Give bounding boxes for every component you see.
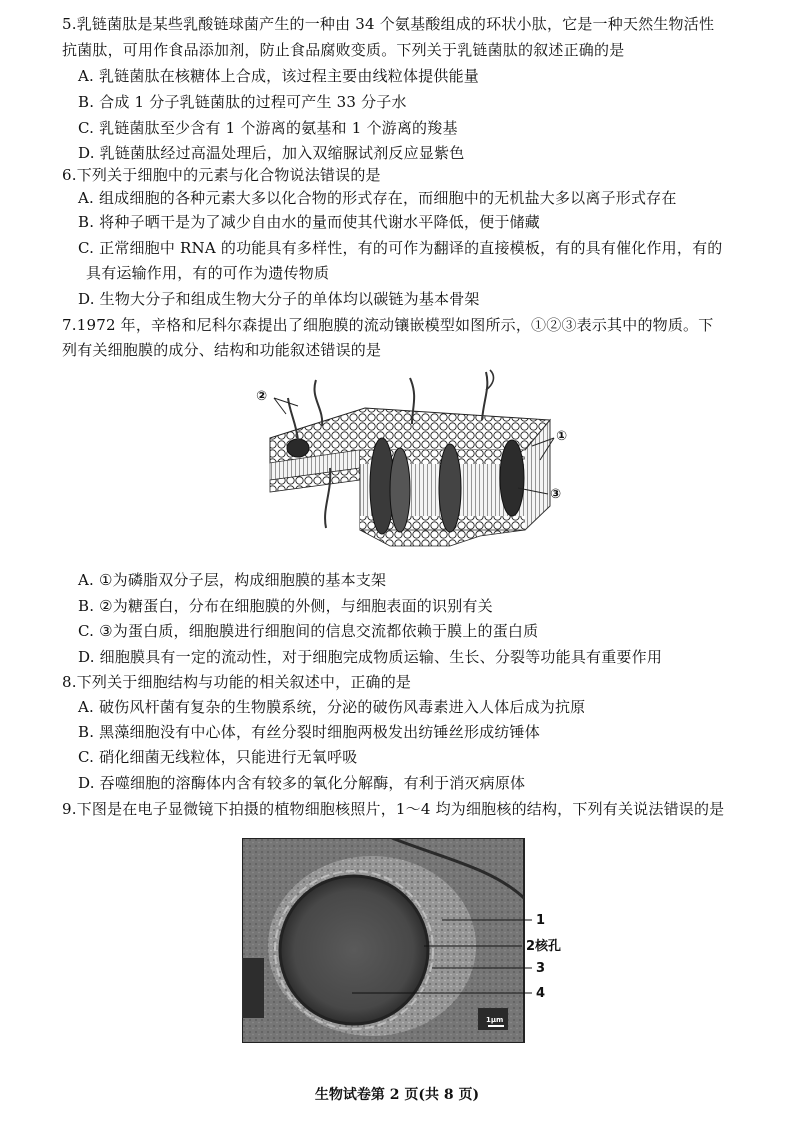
q6-option-c-line2: 具有运输作用，有的可作为遗传物质 (86, 264, 330, 282)
q6-option-d: D. 生物大分子和组成生物大分子的单体均以碳链为基本骨架 (78, 290, 480, 308)
q5-stem-line2: 抗菌肽，可用作食品添加剂，防止食品腐败变质。下列关于乳链菌肽的叙述正确的是 (62, 41, 625, 59)
q5-option-b: B. 合成 1 分子乳链菌肽的过程可产生 33 分子水 (78, 93, 407, 111)
q6-option-b: B. 将种子晒干是为了减少自由水的量而使其代谢水平降低，便于储藏 (78, 213, 540, 231)
q8-option-c: C. 硝化细菌无线粒体，只能进行无氧呼吸 (78, 748, 358, 766)
scale-bar-label: 1μm (486, 1016, 504, 1024)
q8-stem: 8.下列关于细胞结构与功能的相关叙述中，正确的是 (62, 673, 412, 691)
q9-stem: 9.下图是在电子显微镜下拍摄的植物细胞核照片，1～4 均为细胞核的结构，下列有关说法错误的是 (62, 800, 725, 818)
fig-label-one: ① (556, 429, 568, 444)
nucleus-label-3: 3 (536, 961, 546, 976)
nucleus-label-1: 1 (536, 913, 546, 928)
nucleus-label-2-nuclear-pore: 2核孔 (526, 939, 562, 954)
q7-option-d: D. 细胞膜具有一定的流动性，对于细胞完成物质运输、生长、分裂等功能具有重要作用 (78, 648, 663, 666)
q7-option-c: C. ③为蛋白质，细胞膜进行细胞间的信息交流都依赖于膜上的蛋白质 (78, 622, 539, 640)
q7-option-a: A. ①为磷脂双分子层，构成细胞膜的基本支架 (78, 571, 387, 589)
q6-stem: 6.下列关于细胞中的元素与化合物说法错误的是 (62, 166, 381, 184)
q5-option-a: A. 乳链菌肽在核糖体上合成，该过程主要由线粒体提供能量 (78, 67, 479, 85)
q6-option-a: A. 组成细胞的各种元素大多以化合物的形式存在，而细胞中的无机盐大多以离子形式存在 (78, 189, 677, 207)
membrane-model-figure (250, 368, 580, 553)
q5-option-c: C. 乳链菌肽至少含有 1 个游离的氨基和 1 个游离的羧基 (78, 119, 458, 137)
q5-option-d: D. 乳链菌肽经过高温处理后，加入双缩脲试剂反应显紫色 (78, 144, 465, 162)
q8-option-b: B. 黑藻细胞没有中心体，有丝分裂时细胞两极发出纺锤丝形成纺锤体 (78, 723, 540, 741)
nucleus-label-4: 4 (536, 986, 546, 1001)
q8-option-d: D. 吞噬细胞的溶酶体内含有较多的氧化分解酶，有利于消灭病原体 (78, 774, 526, 792)
nucleus-micrograph-figure (242, 838, 562, 1043)
q5-stem-line1: 5.乳链菌肽是某些乳酸链球菌产生的一种由 34 个氨基酸组成的环状小肽，它是一种天然生物活性 (62, 15, 715, 33)
page-footer: 生物试卷第 2 页(共 8 页) (314, 1087, 480, 1103)
q8-option-a: A. 破伤风杆菌有复杂的生物膜系统，分泌的破伤风毒素进入人体后成为抗原 (78, 698, 586, 716)
q6-option-c-line1: C. 正常细胞中 RNA 的功能具有多样性，有的可作为翻译的直接模板，有的具有催化作用，有的 (78, 239, 723, 257)
nucleus-micrograph-drawing (242, 838, 562, 1043)
fig-label-two: ② (256, 389, 268, 404)
membrane-model-drawing (250, 368, 580, 553)
q7-stem-line2: 列有关细胞膜的成分、结构和功能叙述错误的是 (62, 341, 382, 359)
q7-stem-line1: 7.1972 年，辛格和尼科尔森提出了细胞膜的流动镶嵌模型如图所示，①②③表示其中的物质。下 (62, 316, 714, 334)
fig-label-three: ③ (550, 487, 562, 502)
q7-option-b: B. ②为糖蛋白，分布在细胞膜的外侧，与细胞表面的识别有关 (78, 597, 493, 615)
